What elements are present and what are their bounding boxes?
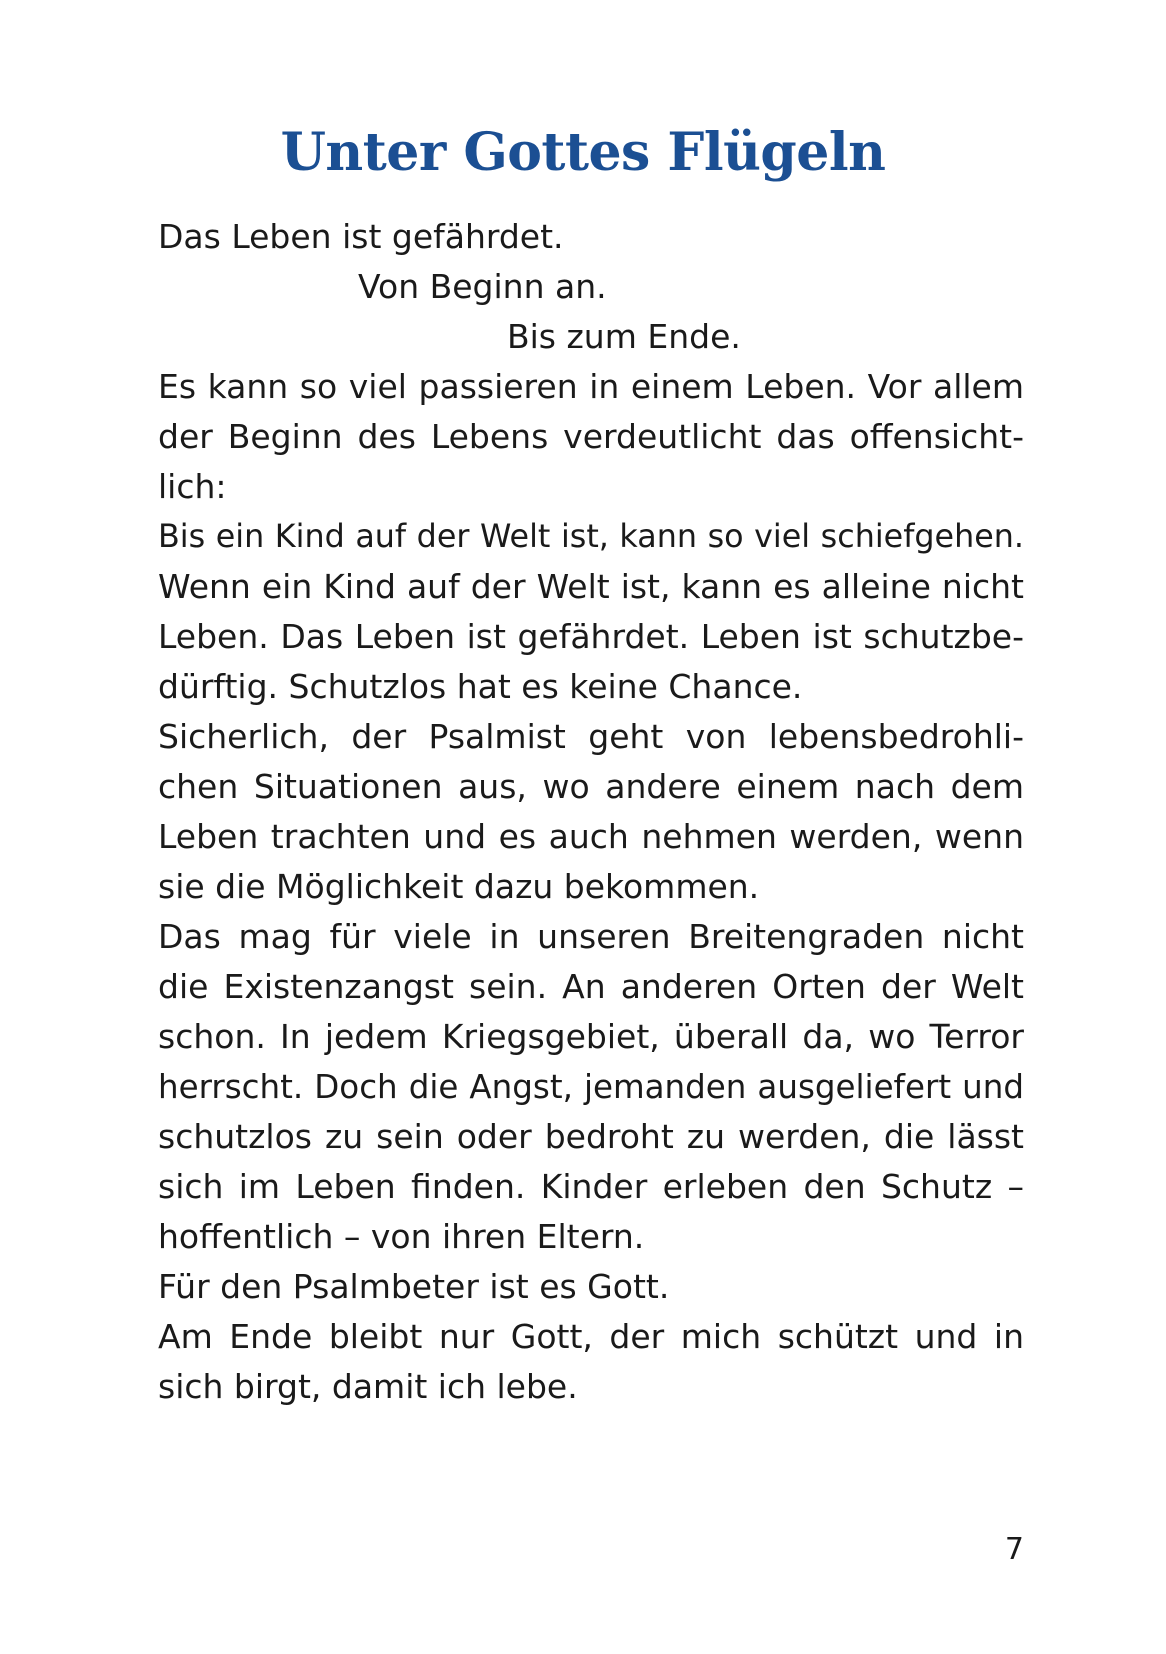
text-line: schutzlos zu sein oder bedroht zu werden, die lässt bbox=[158, 1117, 1024, 1156]
text-line: Leben trachten und es auch nehmen werden, wenn bbox=[158, 817, 1024, 856]
text-line: Das mag für viele in unseren Breitengraden nicht bbox=[158, 917, 1024, 956]
text-line: herrscht. Doch die Angst, jemanden ausgeliefert und bbox=[158, 1068, 1024, 1106]
text-line: sich im Leben finden. Kinder erleben den Schutz – bbox=[158, 1167, 1024, 1206]
page-number: 7 bbox=[1004, 1532, 1024, 1567]
page-title: Unter Gottes Flügeln bbox=[280, 122, 886, 183]
text-line: Sicherlich, der Psalmist geht von lebensbedrohli- bbox=[158, 717, 1024, 756]
text-line: sie die Möglichkeit dazu bekommen. bbox=[158, 867, 760, 906]
text-line: Bis ein Kind auf der Welt ist, kann so viel schiefgehen. bbox=[158, 519, 1024, 555]
text-line: lich: bbox=[158, 467, 227, 506]
text-line: Es kann so viel passieren in einem Leben. Vor allem bbox=[158, 367, 1024, 406]
text-line: Leben. Das Leben ist gefährdet. Leben ist schutzbe- bbox=[158, 617, 1024, 656]
text-line: Bis zum Ende. bbox=[507, 317, 741, 356]
text-line: Für den Psalmbeter ist es Gott. bbox=[158, 1267, 670, 1306]
text-line: Wenn ein Kind auf der Welt ist, kann es alleine nicht bbox=[158, 567, 1024, 606]
text-line: schon. In jedem Kriegsgebiet, überall da, wo Terror bbox=[158, 1017, 1024, 1056]
text-line: dürftig. Schutzlos hat es keine Chance. bbox=[158, 667, 803, 706]
text-line: Das Leben ist gefährdet. bbox=[158, 217, 564, 256]
text-line: die Existenzangst sein. An anderen Orten der Welt bbox=[158, 967, 1024, 1006]
text-line: sich birgt, damit ich lebe. bbox=[158, 1367, 578, 1406]
text-line: hoffentlich – von ihren Eltern. bbox=[158, 1217, 645, 1256]
text-line: der Beginn des Lebens verdeutlicht das offensicht- bbox=[158, 417, 1024, 456]
body-text bbox=[158, 212, 1024, 1412]
text-line: chen Situationen aus, wo andere einem nach dem bbox=[158, 767, 1024, 806]
text-line: Am Ende bleibt nur Gott, der mich schützt und in bbox=[158, 1317, 1024, 1356]
text-line: Von Beginn an. bbox=[358, 267, 607, 306]
